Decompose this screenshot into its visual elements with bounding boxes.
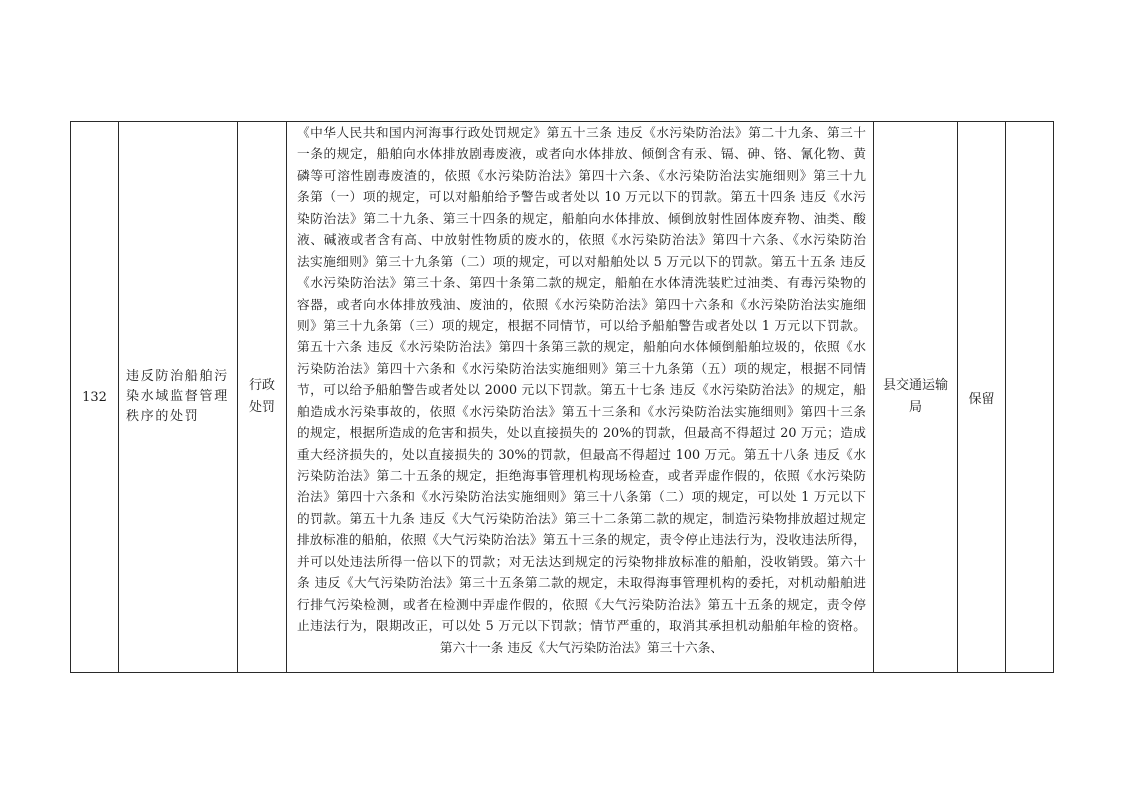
legal-basis-line: 节，可以给予船舶警告或者处以 2000 元以下罚款。第五十七条 违反《水污染防治法》的规定，船	[297, 382, 866, 398]
legal-basis-line: 《中华人民共和国内河海事行政处罚规定》第五十三条 违反《水污染防治法》第二十九条、第三十	[297, 125, 866, 140]
item-name-cell	[119, 122, 238, 673]
legal-basis-cell	[287, 122, 874, 673]
legal-basis-line: 条第（一）项的规定，可以对船舶给予警告或者处以 10 万元以下的罚款。第五十四条 违反《水污	[297, 189, 866, 205]
legal-basis-line: 《水污染防治法》第三十条、第四十条第二款的规定，船舶在水体清洗装贮过油类、有毒污染物的	[297, 275, 866, 291]
category-line: 行政	[248, 378, 275, 393]
legal-basis-line: 一条的规定，船舶向水体排放剧毒废液，或者向水体排放、倾倒含有汞、镉、砷、铬、氰化物、黄	[297, 146, 866, 162]
authority-cell	[874, 122, 958, 673]
category-line: 处罚	[248, 400, 275, 415]
legal-basis-line: 治法》第四十六条和《水污染防治法实施细则》第三十八条第（二）项的规定，可以处 1 万元以下	[297, 489, 866, 505]
legal-basis-line: 重大经济损失的，处以直接损失的 30%的罚款，但最高不得超过 100 万元。第五十八条 违反《水	[297, 446, 866, 462]
legal-basis-line: 则》第三十九条第（三）项的规定，根据不同情节，可以给予船舶警告或者处以 1 万元以下罚款。	[297, 317, 866, 333]
legal-basis-line: 排放标准的船舶，依照《大气污染防治法》第五十三条的规定，责令停止违法行为，没收违法所得，	[297, 532, 866, 548]
item-name-line: 秩序的处罚	[126, 409, 200, 424]
legal-basis-line: 止违法行为，限期改正，可以处 5 万元以下罚款；情节严重的，取消其承担机动船舶年检的资格。	[297, 618, 866, 634]
legal-basis-line: 第五十六条 违反《水污染防治法》第四十条第三款的规定，船舶向水体倾倒船舶垃圾的，依照《水	[297, 339, 866, 355]
item-name-line: 染水域监督管理	[126, 389, 229, 404]
legal-basis-line: 污染防治法》第二十五条的规定，拒绝海事管理机构现场检查，或者弄虚作假的，依照《水污染防	[297, 468, 866, 483]
remarks-cell	[1006, 122, 1054, 673]
legal-basis-line: 条 违反《大气污染防治法》第三十五条第二款的规定，未取得海事管理机构的委托，对机动船舶进	[297, 575, 866, 591]
legal-basis-line: 第六十一条 违反《大气污染防治法》第三十六条、	[439, 639, 724, 655]
category-cell	[238, 122, 287, 673]
row-number: 132	[71, 122, 119, 673]
legal-basis-line: 容器，或者向水体排放残油、废油的，依照《水污染防治法》第四十六条和《水污染防治法实施细	[297, 296, 866, 312]
table-row	[71, 122, 1054, 673]
legal-basis-line: 法实施细则》第三十九条第（二）项的规定，可以对船舶处以 5 万元以下的罚款。第五十五条 违反	[297, 253, 866, 269]
legal-basis-line: 染防治法》第二十九条、第三十四条的规定，船舶向水体排放、倾倒放射性固体废弃物、油类、酸	[297, 210, 866, 226]
status-cell: 保留	[958, 122, 1006, 673]
legal-basis-line: 液、碱液或者含有高、中放射性物质的废水的，依照《水污染防治法》第四十六条、《水污染防治	[297, 232, 866, 248]
legal-basis-line: 的规定，根据所造成的危害和损失，处以直接损失的 20%的罚款，但最高不得超过 20 万元；造成	[297, 425, 866, 441]
penalty-table	[70, 121, 1054, 673]
legal-basis-line: 舶造成水污染事故的，依照《水污染防治法》第五十三条和《水污染防治法实施细则》第四十三条	[297, 403, 866, 419]
legal-basis-line: 污染防治法》第四十六条和《水污染防治法实施细则》第三十九条第（五）项的规定，根据不同情	[297, 360, 866, 376]
item-name-line: 违反防治船舶污	[126, 369, 229, 384]
legal-basis-line: 并可以处违法所得一倍以下的罚款；对无法达到规定的污染物排放标准的船舶，没收销毁。第六十	[297, 553, 866, 569]
authority-line: 县交通运输	[882, 378, 948, 393]
legal-basis-line: 行排气污染检测，或者在检测中弄虚作假的，依照《大气污染防治法》第五十五条的规定，责令停	[297, 596, 866, 612]
authority-line: 局	[908, 400, 922, 415]
legal-basis-line: 的罚款。第五十九条 违反《大气污染防治法》第三十二条第二款的规定，制造污染物排放超过规定	[297, 510, 866, 526]
legal-basis-line: 磷等可溶性剧毒废渣的，依照《水污染防治法》第四十六条、《水污染防治法实施细则》第三十九	[297, 167, 866, 183]
